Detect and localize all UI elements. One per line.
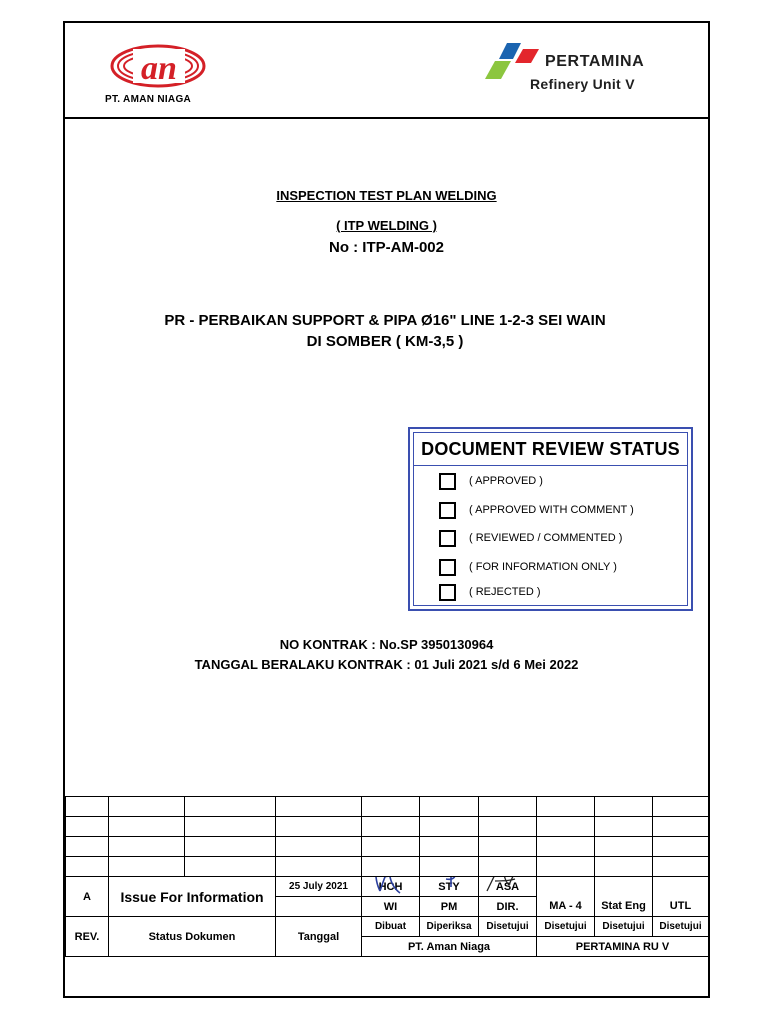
checkbox[interactable] bbox=[439, 559, 456, 576]
review-option-label: ( APPROVED WITH COMMENT ) bbox=[469, 504, 634, 516]
review-status-inner bbox=[413, 432, 688, 606]
document-frame bbox=[63, 21, 710, 998]
document-number: No : ITP-AM-002 bbox=[328, 239, 444, 256]
company-name-right: PERTAMINA bbox=[545, 53, 645, 70]
review-option-label: ( APPROVED ) bbox=[469, 475, 543, 487]
document-subtitle: ( ITP WELDING ) bbox=[336, 218, 437, 233]
review-option-label: ( FOR INFORMATION ONLY ) bbox=[469, 561, 617, 573]
document-title: INSPECTION TEST PLAN WELDING bbox=[276, 188, 497, 203]
revision-table bbox=[65, 796, 709, 957]
checkbox[interactable] bbox=[439, 530, 456, 547]
role-cell: Stat Eng bbox=[595, 897, 653, 917]
role-cell: DIR. bbox=[479, 897, 537, 917]
review-option-approved-with-comment[interactable] bbox=[439, 500, 634, 520]
action-cell: Diperiksa bbox=[420, 917, 479, 937]
role-cell: WI bbox=[362, 897, 420, 917]
project-title bbox=[115, 310, 655, 352]
initials-cell bbox=[420, 877, 479, 897]
role-cell: MA - 4 bbox=[537, 897, 595, 917]
initials-pm: STY bbox=[438, 880, 460, 893]
action-cell: Disetujui bbox=[537, 917, 595, 937]
review-option-reviewed-commented[interactable] bbox=[439, 528, 622, 548]
initials-dir: ASA bbox=[495, 880, 520, 893]
role-cell: UTL bbox=[653, 897, 709, 917]
review-option-label: ( REVIEWED / COMMENTED ) bbox=[469, 532, 623, 544]
review-option-approved[interactable] bbox=[439, 471, 543, 491]
revision-row-a bbox=[66, 877, 709, 897]
review-option-for-information[interactable] bbox=[439, 557, 617, 577]
empty-revision-row bbox=[66, 857, 709, 877]
review-status-title: DOCUMENT REVIEW STATUS bbox=[414, 433, 687, 466]
refinery-unit: Refinery Unit V bbox=[530, 76, 635, 92]
review-option-rejected[interactable] bbox=[439, 582, 541, 602]
action-cell: Disetujui bbox=[653, 917, 709, 937]
action-cell: Dibuat bbox=[362, 917, 420, 937]
org-right: PERTAMINA RU V bbox=[537, 937, 709, 957]
checkbox[interactable] bbox=[439, 473, 456, 490]
header-divider bbox=[65, 117, 708, 119]
role-cell: PM bbox=[420, 897, 479, 917]
revision-actions-row bbox=[66, 917, 709, 937]
project-title-line1: PR - PERBAIKAN SUPPORT & PIPA Ø16" LINE 1-2-3 SEI WAIN bbox=[164, 312, 606, 329]
date-cell: 25 July 2021 bbox=[276, 877, 362, 897]
header-date: Tanggal bbox=[276, 917, 362, 957]
header-rev: REV. bbox=[66, 917, 109, 957]
rev-cell: A bbox=[66, 877, 109, 917]
initials-wi: HCH bbox=[378, 880, 403, 893]
company-name-left: PT. AMAN NIAGA bbox=[105, 94, 192, 105]
checkbox[interactable] bbox=[439, 502, 456, 519]
action-cell: Disetujui bbox=[595, 917, 653, 937]
checkbox[interactable] bbox=[439, 584, 456, 601]
review-option-label: ( REJECTED ) bbox=[469, 586, 541, 598]
document-review-status bbox=[408, 427, 693, 611]
org-left: PT. Aman Niaga bbox=[362, 937, 537, 957]
project-title-line2: DI SOMBER ( KM-3,5 ) bbox=[306, 333, 464, 350]
svg-text:an: an bbox=[141, 50, 177, 87]
status-cell: Issue For Information bbox=[109, 877, 276, 917]
empty-revision-row bbox=[66, 797, 709, 817]
header-status: Status Dokumen bbox=[109, 917, 276, 957]
empty-revision-row bbox=[66, 837, 709, 857]
contract-validity: TANGGAL BERALAKU KONTRAK : 01 Juli 2021 s/d 6 Mei 2022 bbox=[194, 657, 579, 672]
empty-revision-row bbox=[66, 817, 709, 837]
initials-cell bbox=[479, 877, 537, 897]
pertamina-logo bbox=[483, 41, 543, 81]
contract-number: NO KONTRAK : No.SP 3950130964 bbox=[279, 637, 494, 652]
action-cell: Disetujui bbox=[479, 917, 537, 937]
initials-cell bbox=[362, 877, 420, 897]
